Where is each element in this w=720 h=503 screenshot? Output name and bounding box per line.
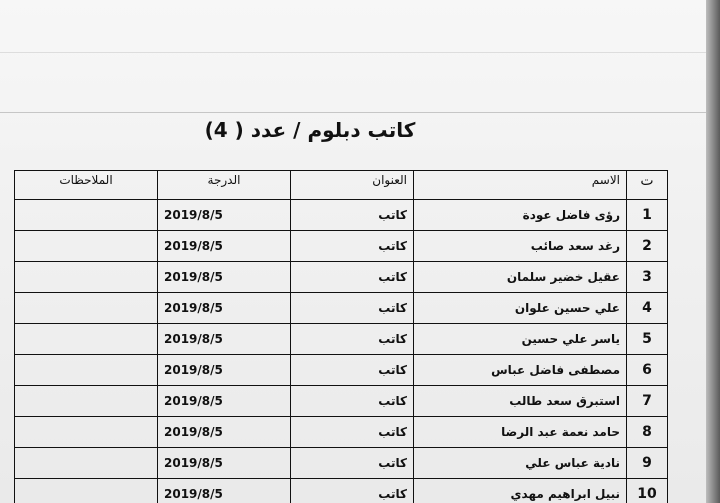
table-row [15,324,668,355]
table-row [15,355,668,386]
row-title: كاتب [291,200,414,231]
row-notes [15,417,158,448]
row-name: حامد نعمة عبد الرضا [414,417,627,448]
table-row [15,231,668,262]
row-notes [15,448,158,479]
header-num: ت [627,171,668,200]
employee-table [14,170,668,503]
row-name: نادية عباس علي [414,448,627,479]
table-header-row [15,171,668,200]
row-notes [15,355,158,386]
row-notes [15,231,158,262]
table-row [15,386,668,417]
row-grade: 2019/8/5 [158,262,291,293]
row-num: 7 [627,386,668,417]
header-notes: الملاحظات [15,171,158,200]
table-row [15,479,668,503]
row-name: علي حسين علوان [414,293,627,324]
row-title: كاتب [291,386,414,417]
row-num: 3 [627,262,668,293]
table-row [15,448,668,479]
row-grade: 2019/8/5 [158,231,291,262]
row-num: 9 [627,448,668,479]
table-row [15,293,668,324]
table-row [15,200,668,231]
row-notes [15,386,158,417]
row-grade: 2019/8/5 [158,200,291,231]
row-title: كاتب [291,324,414,355]
row-grade: 2019/8/5 [158,417,291,448]
row-title: كاتب [291,293,414,324]
row-grade: 2019/8/5 [158,324,291,355]
row-name: استبرق سعد طالب [414,386,627,417]
row-name: عقيل خضير سلمان [414,262,627,293]
table-row [15,417,668,448]
table-row [15,262,668,293]
header-grade: الدرجة [158,171,291,200]
row-grade: 2019/8/5 [158,479,291,503]
row-num: 4 [627,293,668,324]
row-notes [15,479,158,503]
header-title: العنوان [291,171,414,200]
row-num: 8 [627,417,668,448]
document-title: كاتب دبلوم / عدد ( 4) [204,118,416,142]
row-num: 10 [627,479,668,503]
row-title: كاتب [291,417,414,448]
row-grade: 2019/8/5 [158,448,291,479]
scan-edge-shadow [706,0,720,503]
paper-fold-line [0,112,706,113]
row-title: كاتب [291,262,414,293]
row-notes [15,262,158,293]
row-title: كاتب [291,479,414,503]
row-num: 1 [627,200,668,231]
row-num: 2 [627,231,668,262]
row-notes [15,200,158,231]
row-notes [15,324,158,355]
header-name: الاسم [414,171,627,200]
row-title: كاتب [291,355,414,386]
row-grade: 2019/8/5 [158,355,291,386]
row-name: رغد سعد صائب [414,231,627,262]
row-num: 5 [627,324,668,355]
row-notes [15,293,158,324]
row-name: مصطفى فاضل عباس [414,355,627,386]
row-grade: 2019/8/5 [158,293,291,324]
row-name: رؤى فاضل عودة [414,200,627,231]
row-name: ياسر علي حسين [414,324,627,355]
row-num: 6 [627,355,668,386]
paper-crease [0,52,706,53]
row-title: كاتب [291,231,414,262]
row-name: نبيل ابراهيم مهدي [414,479,627,503]
row-grade: 2019/8/5 [158,386,291,417]
row-title: كاتب [291,448,414,479]
